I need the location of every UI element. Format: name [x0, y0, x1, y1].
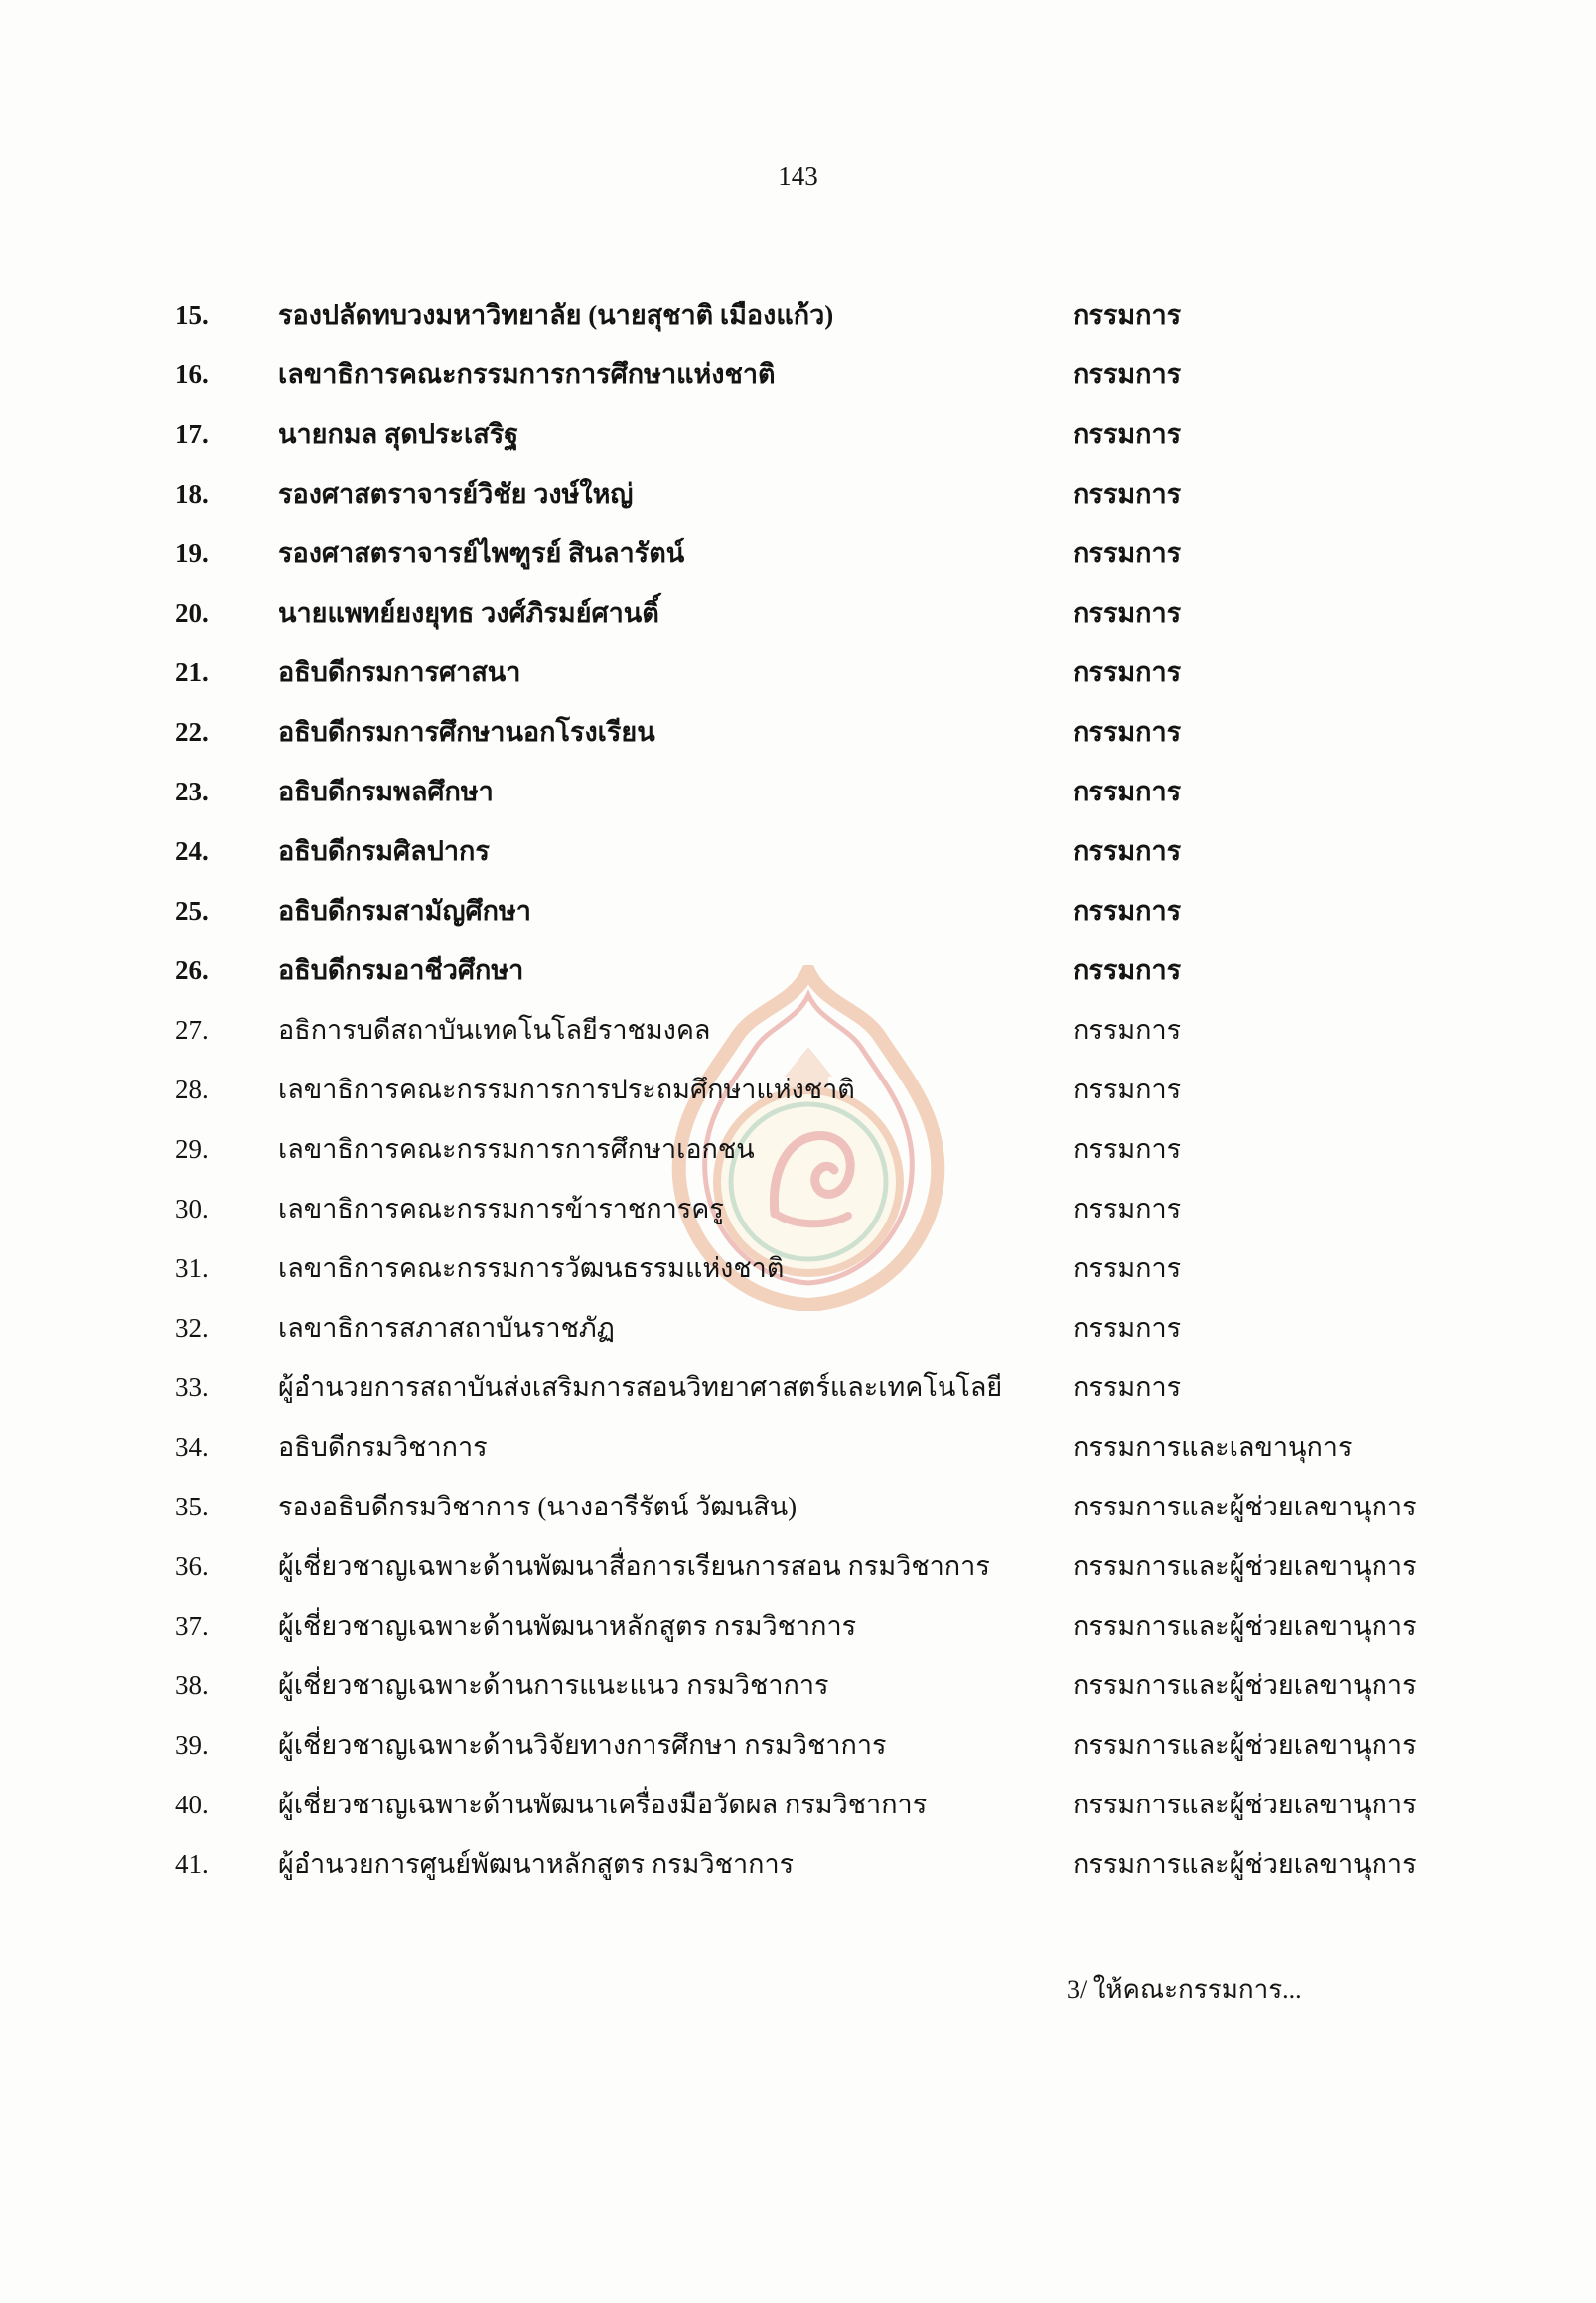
entry-name: อธิบดีกรมพลศึกษา	[278, 777, 494, 806]
entry-number: 28.	[175, 1075, 209, 1104]
entry-name: เลขาธิการคณะกรรมการการศึกษาแห่งชาติ	[278, 360, 776, 389]
entry-number: 24.	[175, 836, 209, 866]
entry-name: เลขาธิการคณะกรรมการวัฒนธรรมแห่งชาติ	[278, 1253, 785, 1283]
list-item	[0, 762, 1596, 821]
page-number: 143	[778, 161, 818, 191]
list-item	[0, 1000, 1596, 1060]
entry-name: อธิบดีกรมวิชาการ	[278, 1432, 488, 1462]
entry-name: ผู้อำนวยการศูนย์พัฒนาหลักสูตร กรมวิชาการ	[278, 1849, 795, 1879]
list-item	[0, 285, 1596, 345]
entry-role: กรรมการและผู้ช่วยเลขานุการ	[1073, 1551, 1417, 1581]
entry-number: 33.	[175, 1372, 209, 1402]
entry-number: 38.	[175, 1670, 209, 1700]
entry-name: เลขาธิการคณะกรรมการการศึกษาเอกชน	[278, 1134, 755, 1164]
entry-name: ผู้เชี่ยวชาญเฉพาะด้านพัฒนาหลักสูตร กรมวิชาการ	[278, 1611, 857, 1641]
entry-role: กรรมการและผู้ช่วยเลขานุการ	[1073, 1670, 1417, 1700]
list-item	[0, 583, 1596, 643]
list-item	[0, 643, 1596, 702]
entry-number: 36.	[175, 1551, 209, 1581]
list-item	[0, 523, 1596, 583]
entry-number: 26.	[175, 955, 209, 985]
list-item	[0, 1655, 1596, 1715]
entry-role: กรรมการ	[1073, 1372, 1182, 1402]
entry-name: นายกมล สุดประเสริฐ	[278, 419, 519, 449]
list-item	[0, 1775, 1596, 1834]
entry-name: รองปลัดทบวงมหาวิทยาลัย (นายสุชาติ เมืองแก้ว)	[278, 300, 834, 330]
entry-number: 32.	[175, 1313, 209, 1343]
entry-number: 20.	[175, 598, 209, 628]
entry-role: กรรมการ	[1073, 300, 1182, 330]
entry-role: กรรมการและผู้ช่วยเลขานุการ	[1073, 1492, 1417, 1521]
entry-name: อธิบดีกรมศิลปากร	[278, 836, 490, 866]
entry-number: 30.	[175, 1194, 209, 1223]
entry-role: กรรมการ	[1073, 1194, 1182, 1223]
list-item	[0, 1477, 1596, 1536]
list-item	[0, 1358, 1596, 1417]
entry-number: 21.	[175, 657, 209, 687]
entry-number: 17.	[175, 419, 209, 449]
entry-number: 23.	[175, 777, 209, 806]
entry-number: 41.	[175, 1849, 209, 1879]
list-item	[0, 821, 1596, 881]
entry-name: อธิการบดีสถาบันเทคโนโลยีราชมงคล	[278, 1015, 711, 1045]
entry-role: กรรมการ	[1073, 1313, 1182, 1343]
entry-name: อธิบดีกรมการศาสนา	[278, 657, 521, 687]
entry-name: นายแพทย์ยงยุทธ วงศ์ภิรมย์ศานติ์	[278, 598, 659, 628]
entry-role: กรรมการ	[1073, 717, 1182, 747]
entry-role: กรรมการ	[1073, 598, 1182, 628]
entry-number: 19.	[175, 538, 209, 568]
entry-name: อธิบดีกรมสามัญศึกษา	[278, 896, 531, 926]
list-item	[0, 1417, 1596, 1477]
entry-name: เลขาธิการคณะกรรมการข้าราชการครู	[278, 1194, 724, 1223]
list-item	[0, 345, 1596, 404]
entry-role: กรรมการ	[1073, 1253, 1182, 1283]
entry-number: 27.	[175, 1015, 209, 1045]
entry-role: กรรมการ	[1073, 777, 1182, 806]
entry-number: 18.	[175, 479, 209, 508]
entry-number: 34.	[175, 1432, 209, 1462]
list-item	[0, 404, 1596, 464]
entry-role: กรรมการ	[1073, 479, 1182, 508]
continuation-note: 3/ ให้คณะกรรมการ...	[1067, 1975, 1302, 2004]
entry-name: ผู้เชี่ยวชาญเฉพาะด้านพัฒนาเครื่องมือวัดผล กรมวิชาการ	[278, 1790, 928, 1819]
entry-role: กรรมการ	[1073, 419, 1182, 449]
entry-number: 35.	[175, 1492, 209, 1521]
entry-name: ผู้เชี่ยวชาญเฉพาะด้านวิจัยทางการศึกษา กรมวิชาการ	[278, 1730, 887, 1760]
entry-role: กรรมการ	[1073, 538, 1182, 568]
entry-number: 39.	[175, 1730, 209, 1760]
list-item	[0, 1834, 1596, 1894]
entry-role: กรรมการและผู้ช่วยเลขานุการ	[1073, 1849, 1417, 1879]
entry-number: 31.	[175, 1253, 209, 1283]
entry-role: กรรมการ	[1073, 955, 1182, 985]
entry-role: กรรมการ	[1073, 1075, 1182, 1104]
list-item	[0, 1596, 1596, 1655]
entry-name: รองอธิบดีกรมวิชาการ (นางอารีรัตน์ วัฒนสิน)	[278, 1492, 798, 1521]
entry-role: กรรมการและเลขานุการ	[1073, 1432, 1353, 1462]
entry-number: 15.	[175, 300, 209, 330]
committee-list	[0, 285, 1596, 1894]
entry-number: 37.	[175, 1611, 209, 1641]
entry-number: 22.	[175, 717, 209, 747]
list-item	[0, 1119, 1596, 1179]
entry-name: รองศาสตราจารย์วิชัย วงษ์ใหญ่	[278, 479, 634, 508]
entry-name: รองศาสตราจารย์ไพฑูรย์ สินลารัตน์	[278, 538, 685, 568]
entry-role: กรรมการ	[1073, 657, 1182, 687]
list-item	[0, 881, 1596, 940]
entry-role: กรรมการ	[1073, 836, 1182, 866]
entry-number: 16.	[175, 360, 209, 389]
entry-name: ผู้เชี่ยวชาญเฉพาะด้านการแนะแนว กรมวิชาการ	[278, 1670, 829, 1700]
entry-name: เลขาธิการคณะกรรมการการประถมศึกษาแห่งชาติ	[278, 1075, 855, 1104]
list-item	[0, 1238, 1596, 1298]
list-item	[0, 1536, 1596, 1596]
list-item	[0, 1298, 1596, 1358]
entry-name: อธิบดีกรมการศึกษานอกโรงเรียน	[278, 717, 655, 747]
entry-name: เลขาธิการสภาสถาบันราชภัฏ	[278, 1313, 615, 1343]
entry-name: ผู้อำนวยการสถาบันส่งเสริมการสอนวิทยาศาสตร์และเทคโนโลยี	[278, 1372, 1003, 1402]
entry-role: กรรมการ	[1073, 1015, 1182, 1045]
entry-role: กรรมการ	[1073, 896, 1182, 926]
list-item	[0, 940, 1596, 1000]
entry-number: 25.	[175, 896, 209, 926]
list-item	[0, 1060, 1596, 1119]
entry-role: กรรมการและผู้ช่วยเลขานุการ	[1073, 1611, 1417, 1641]
list-item	[0, 1179, 1596, 1238]
entry-number: 40.	[175, 1790, 209, 1819]
list-item	[0, 464, 1596, 523]
list-item	[0, 1715, 1596, 1775]
entry-role: กรรมการและผู้ช่วยเลขานุการ	[1073, 1790, 1417, 1819]
entry-name: ผู้เชี่ยวชาญเฉพาะด้านพัฒนาสื่อการเรียนการสอน กรมวิชาการ	[278, 1551, 990, 1581]
list-item	[0, 702, 1596, 762]
entry-role: กรรมการ	[1073, 360, 1182, 389]
entry-role: กรรมการและผู้ช่วยเลขานุการ	[1073, 1730, 1417, 1760]
entry-role: กรรมการ	[1073, 1134, 1182, 1164]
entry-name: อธิบดีกรมอาชีวศึกษา	[278, 955, 524, 985]
entry-number: 29.	[175, 1134, 209, 1164]
